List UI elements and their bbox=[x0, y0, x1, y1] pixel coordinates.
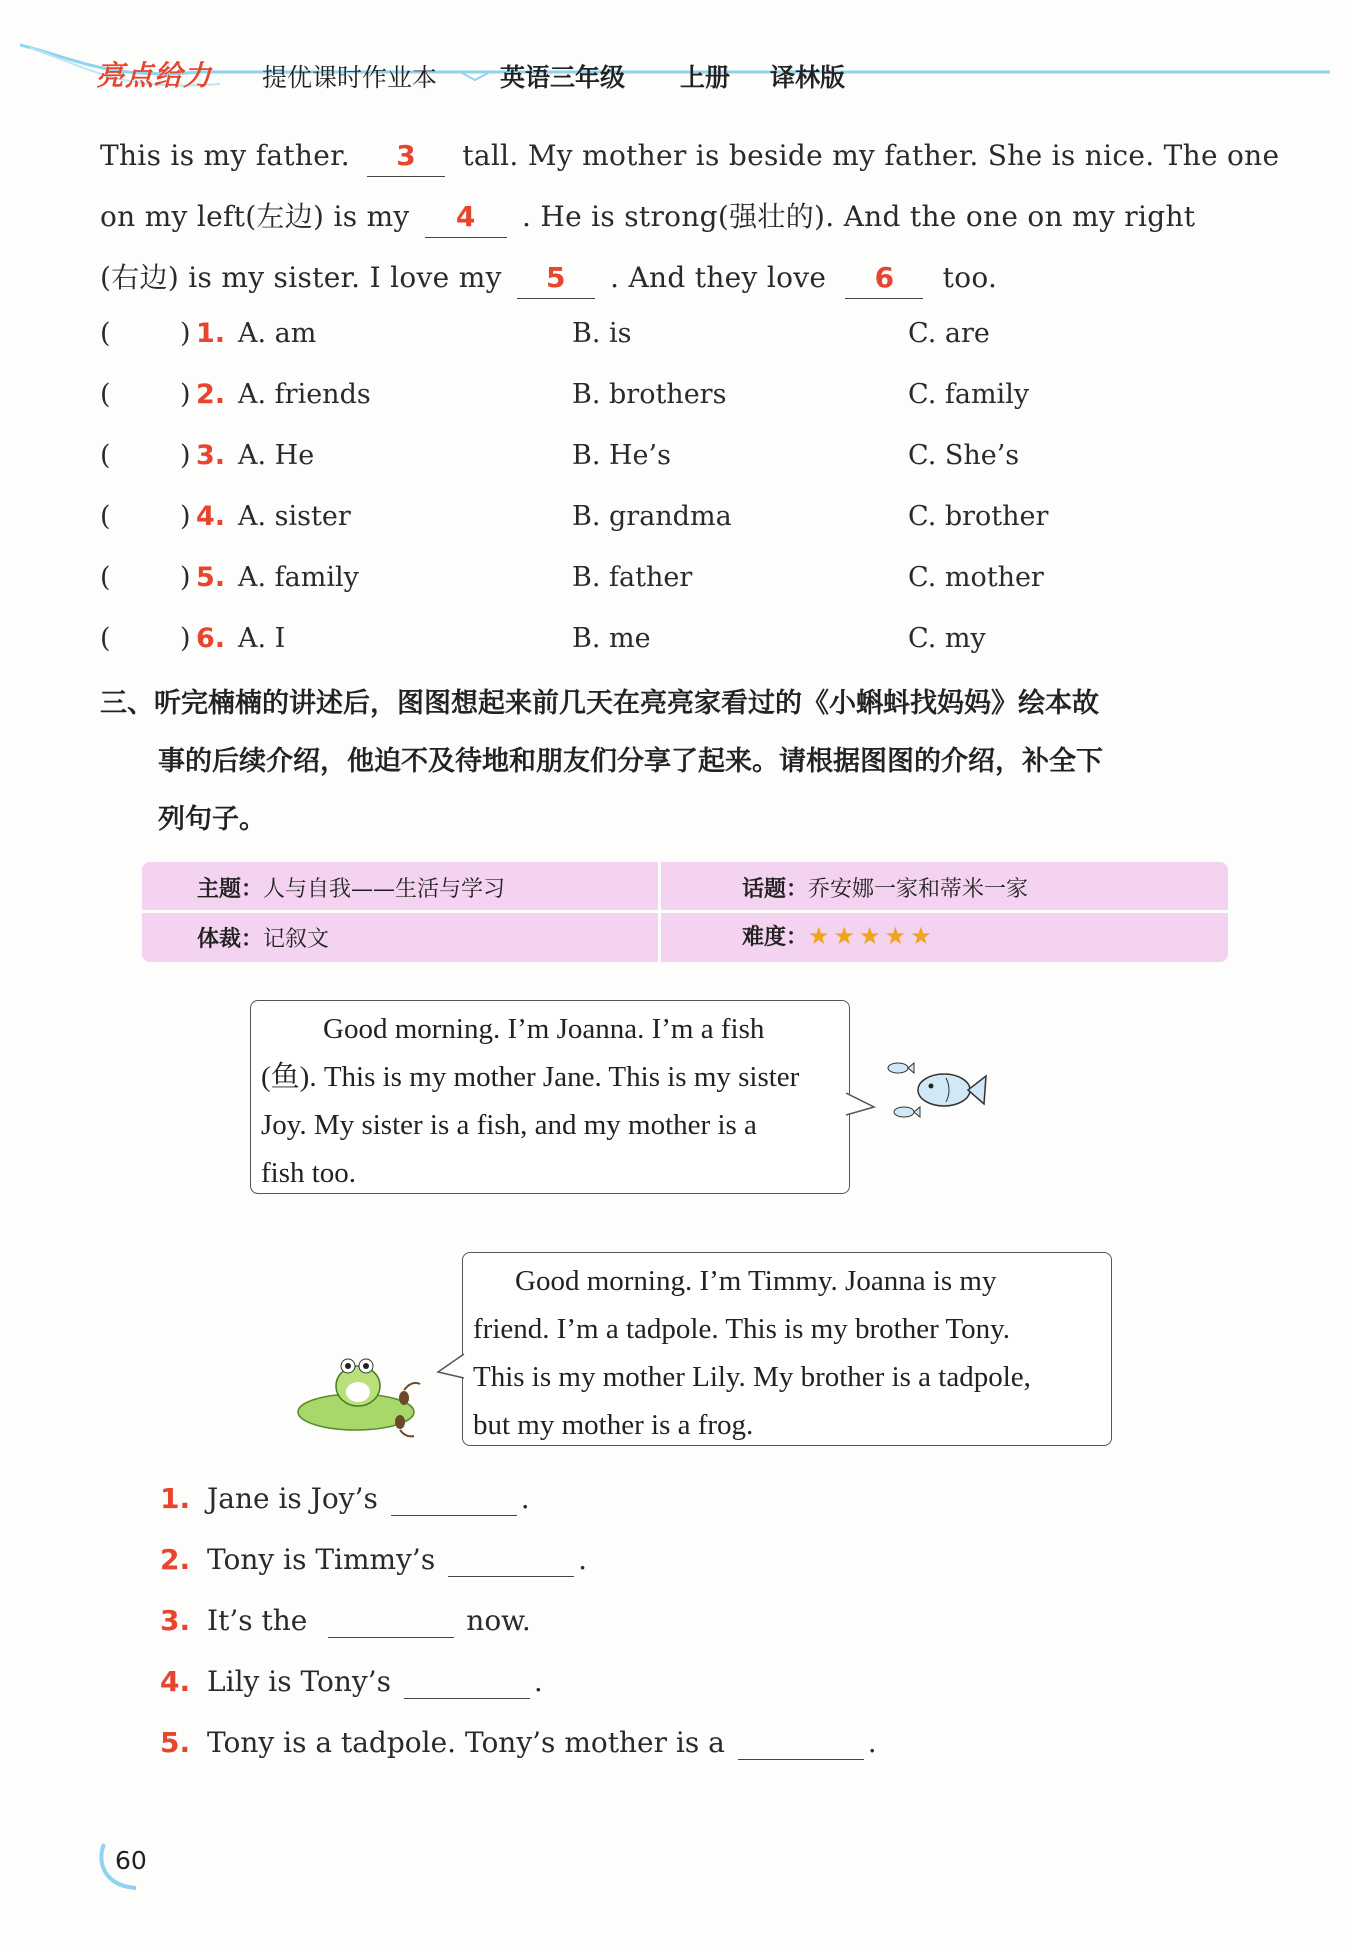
difficulty-stars bbox=[808, 922, 936, 950]
cloze-passage: This is my father. 3 tall. My mother is beside my father. She is nice. The one on my left(左边) is my 4 . He is strong(强壮的). And the one on my right (右边) is my sister. I love my 5 . And they love 6 too. bbox=[100, 125, 1280, 315]
fish-icon bbox=[876, 1050, 996, 1130]
question-row bbox=[100, 623, 1280, 663]
option-a: A. sister bbox=[238, 501, 351, 532]
question-row bbox=[100, 318, 1280, 358]
answer-blank[interactable] bbox=[448, 1543, 574, 1577]
question-number: 5. bbox=[196, 562, 226, 593]
difficulty-field: 难度：★ ★ ★ ★ ★ bbox=[742, 920, 936, 951]
edition-label: 译林版 bbox=[770, 63, 846, 92]
answer-blank[interactable] bbox=[328, 1604, 454, 1638]
option-c: C. She’s bbox=[908, 440, 1020, 471]
option-b: B. He’s bbox=[572, 440, 671, 471]
blank-5[interactable]: 5 bbox=[517, 258, 595, 299]
option-c: C. brother bbox=[908, 501, 1049, 532]
star-icon: ★ bbox=[808, 922, 830, 950]
answer-paren-close: ) bbox=[180, 318, 191, 349]
speech-bubble-joanna: Good morning. I’m Joanna. I’m a fish (鱼). This is my mother Jane. This is my sister Joy. My sister is a fish, and my mother is a fish too. bbox=[250, 1000, 850, 1194]
fill-question: 4. Lily is Tony’s . bbox=[160, 1665, 543, 1698]
answer-paren-open[interactable]: ( bbox=[100, 562, 111, 593]
page-number: 60 bbox=[115, 1846, 147, 1875]
bubble-tail bbox=[846, 1085, 876, 1125]
header-wave-decoration bbox=[20, 40, 1330, 110]
fill-question: 5. Tony is a tadpole. Tony’s mother is a . bbox=[160, 1726, 877, 1759]
option-c: C. family bbox=[908, 379, 1030, 410]
option-c: C. mother bbox=[908, 562, 1044, 593]
question-number: 6. bbox=[196, 623, 226, 654]
star-icon: ★ bbox=[884, 922, 907, 950]
answer-paren-open[interactable]: ( bbox=[100, 318, 111, 349]
option-a: A. family bbox=[238, 562, 359, 593]
answer-paren-close: ) bbox=[180, 562, 191, 593]
answer-paren-close: ) bbox=[180, 501, 191, 532]
answer-paren-open[interactable]: ( bbox=[100, 623, 111, 654]
info-box bbox=[142, 862, 1228, 962]
star-icon: ★ bbox=[859, 922, 881, 950]
subject-label: 英语三年级 bbox=[500, 63, 626, 92]
answer-paren-close: ) bbox=[180, 623, 191, 654]
frog-icon bbox=[296, 1340, 446, 1440]
option-b: B. father bbox=[572, 562, 693, 593]
answer-blank[interactable] bbox=[738, 1726, 864, 1760]
blank-4[interactable]: 4 bbox=[425, 197, 507, 238]
option-a: A. am bbox=[238, 318, 317, 349]
question-number: 3. bbox=[196, 440, 226, 471]
option-b: B. brothers bbox=[572, 379, 727, 410]
option-b: B. is bbox=[572, 318, 632, 349]
question-number: 4. bbox=[196, 501, 226, 532]
fill-question: 3. It’s the now. bbox=[160, 1604, 531, 1637]
question-row bbox=[100, 501, 1280, 541]
answer-paren-close: ) bbox=[180, 440, 191, 471]
option-a: A. friends bbox=[238, 379, 371, 410]
speech-bubble-timmy: Good morning. I’m Timmy. Joanna is my friend. I’m a tadpole. This is my brother Tony. This is my mother Lily. My brother is a tadpole, but my mother is a frog. bbox=[462, 1252, 1112, 1446]
option-c: C. my bbox=[908, 623, 986, 654]
info-divider bbox=[142, 910, 1228, 913]
option-b: B. grandma bbox=[572, 501, 732, 532]
star-icon: ★ bbox=[833, 922, 856, 950]
section-3-instructions: 三、听完楠楠的讲述后，图图想起来前几天在亮亮家看过的《小蝌蚪找妈妈》绘本故 事的后续介绍，他迫不及待地和朋友们分享了起来。请根据图图的介绍，补全下 列句子。 bbox=[100, 688, 1103, 835]
brand-logo: 亮点给力 bbox=[96, 59, 213, 92]
blank-6[interactable]: 6 bbox=[845, 258, 923, 299]
question-number: 1. bbox=[196, 318, 226, 349]
answer-paren-close: ) bbox=[180, 379, 191, 410]
theme-field: 主题：人与自我——生活与学习 bbox=[197, 877, 506, 902]
star-icon: ★ bbox=[910, 922, 932, 950]
question-row bbox=[100, 562, 1280, 602]
answer-paren-open[interactable]: ( bbox=[100, 501, 111, 532]
question-row bbox=[100, 440, 1280, 480]
fill-question: 2. Tony is Timmy’s . bbox=[160, 1543, 587, 1576]
option-b: B. me bbox=[572, 623, 651, 654]
answer-blank[interactable] bbox=[404, 1665, 530, 1699]
blank-3[interactable]: 3 bbox=[367, 136, 445, 177]
option-c: C. are bbox=[908, 318, 990, 349]
topic-field: 话题：乔安娜一家和蒂米一家 bbox=[742, 877, 1029, 902]
answer-paren-open[interactable]: ( bbox=[100, 440, 111, 471]
question-number: 2. bbox=[196, 379, 226, 410]
volume-label: 上册 bbox=[680, 63, 731, 92]
option-a: A. I bbox=[238, 623, 286, 654]
option-a: A. He bbox=[238, 440, 315, 471]
question-row bbox=[100, 379, 1280, 419]
fill-question: 1. Jane is Joy’s . bbox=[160, 1482, 530, 1515]
answer-blank[interactable] bbox=[391, 1482, 517, 1516]
genre-field: 体裁：记叙文 bbox=[197, 927, 330, 952]
series-title: 提优课时作业本 bbox=[262, 63, 438, 92]
answer-paren-open[interactable]: ( bbox=[100, 379, 111, 410]
